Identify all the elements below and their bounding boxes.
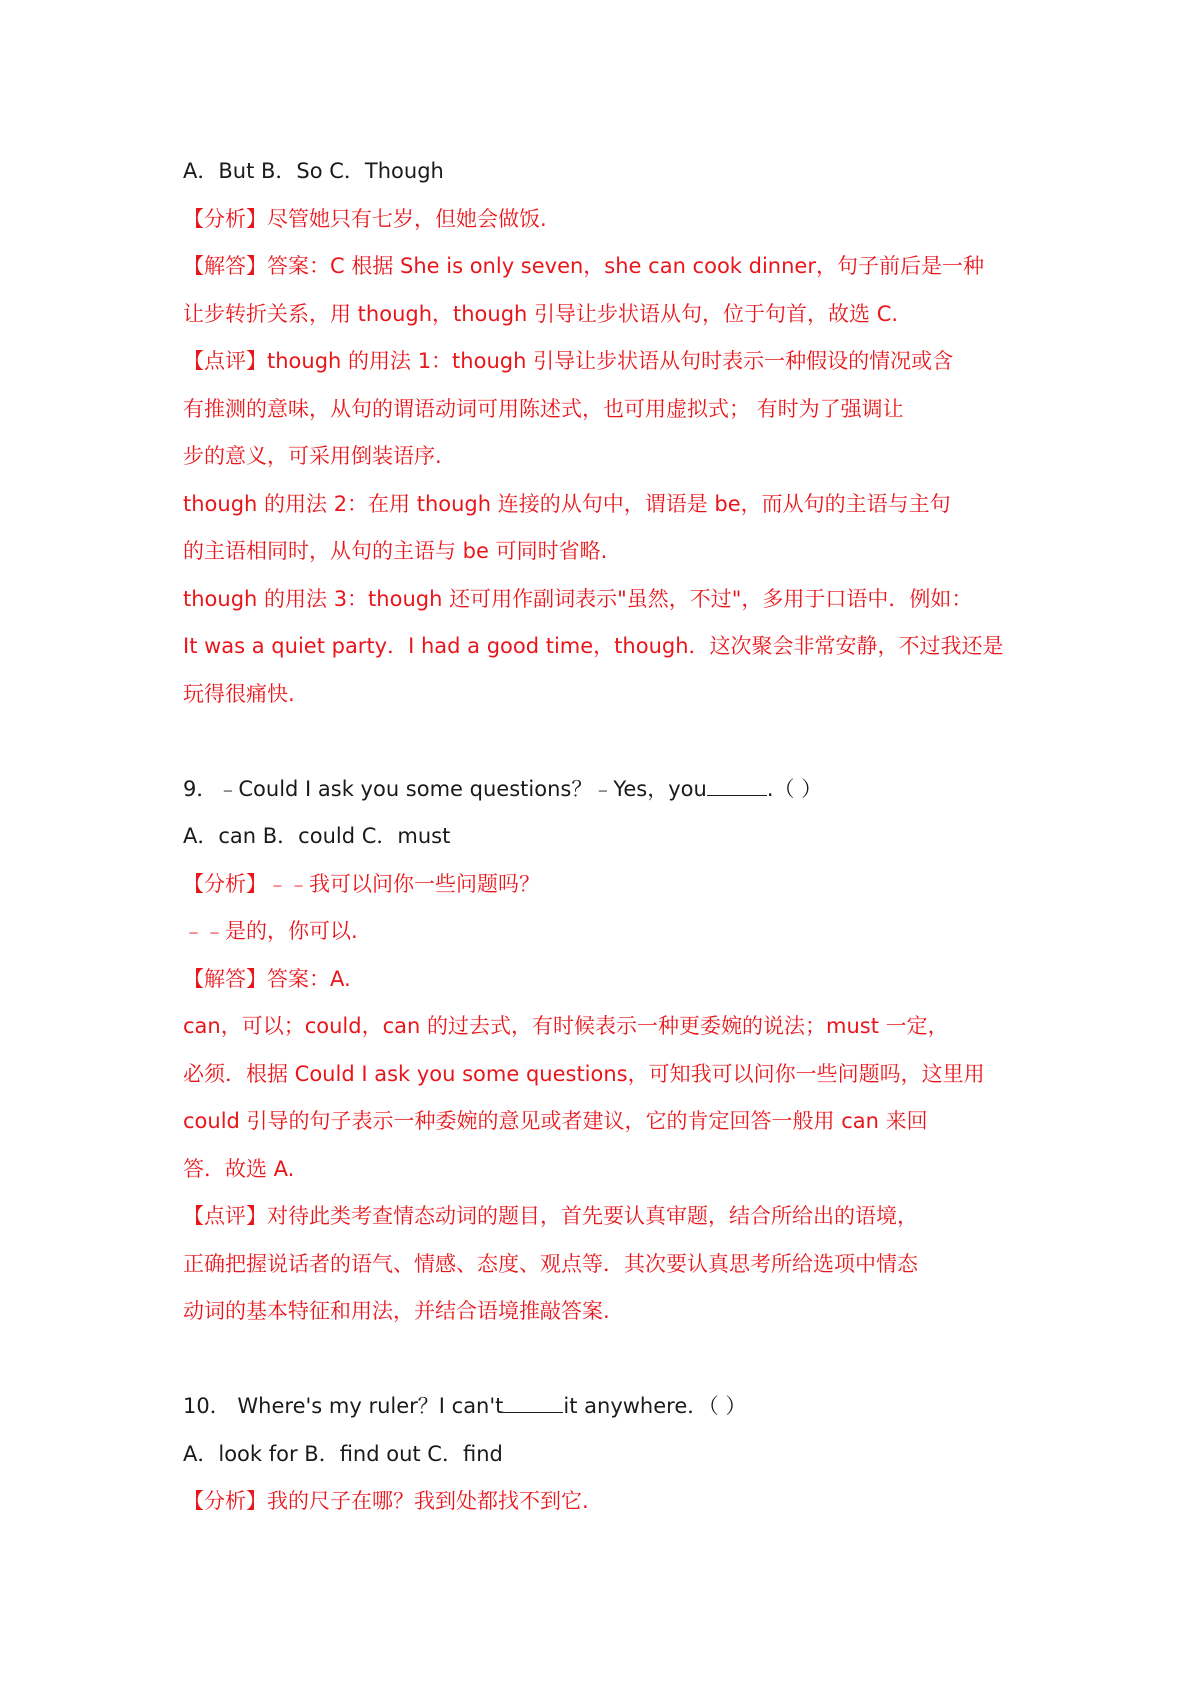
analysis-line: 【分析】﹣﹣我可以问你一些问题吗？ (183, 871, 540, 896)
analysis-line: 玩得很痛快. (183, 681, 295, 706)
question-line (183, 766, 1025, 814)
analysis-line: 【分析】我的尺子在哪？我到处都找不到它. (183, 1489, 589, 1513)
answer-blank (707, 794, 767, 796)
analysis-line: 答．故选 A. (183, 1156, 295, 1181)
analysis-line: 【解答】答案：C 根据 She is only seven，she can cook dinner，句子前后是一种 (183, 254, 984, 278)
analysis-line: though 的用法 2：在用 though 连接的从句中，谓语是 be，而从句的主语与主句 (183, 491, 951, 516)
analysis-line: could 引导的句子表示一种委婉的意见或者建议，它的肯定回答一般用 can 来回 (183, 1109, 928, 1133)
analysis-line: though 的用法 3：though 还可用作副词表示"虽然，不过"，多用于口语中．例如： (183, 586, 973, 611)
question-number: 10． (183, 1394, 231, 1418)
analysis-line: 必须．根据 Could I ask you some questions，可知我可以问你一些问题吗，这里用 (183, 1061, 985, 1086)
question-text: Where's my ruler？I can't (230, 1394, 504, 1418)
question-text-end: .（ ） (766, 776, 823, 801)
analysis-line: 让步转折关系，用 though，though 引导让步状语从句，位于句首，故选 C. (183, 301, 899, 326)
analysis-line: 动词的基本特征和用法，并结合语境推敲答案. (183, 1299, 610, 1323)
analysis-line: 【点评】though 的用法 1：though 引导让步状语从句时表示一种假设的情况或含 (183, 349, 954, 373)
analysis-line: 【分析】尽管她只有七岁，但她会做饭. (183, 206, 547, 231)
analysis-line: 的主语相同时，从句的主语与 be 可同时省略. (183, 539, 608, 563)
question-number: 9． (183, 776, 218, 801)
answer-options: A．look for B．find out C．find (183, 1441, 503, 1466)
analysis-line: ﹣﹣是的，你可以. (183, 919, 358, 943)
analysis-line: 步的意义，可采用倒装语序. (183, 444, 442, 468)
question-line (183, 1383, 1025, 1431)
analysis-line: 【解答】答案：A. (183, 966, 351, 991)
document-page (183, 148, 1025, 1526)
question-text-end: it anywhere．（ ） (563, 1394, 747, 1418)
analysis-line: 【点评】对待此类考查情态动词的题目，首先要认真审题，结合所给出的语境， (183, 1204, 918, 1228)
answer-options: A．But B．So C．Though (183, 159, 444, 183)
paragraph-gap (183, 1336, 1025, 1384)
analysis-line: 正确把握说话者的语气、情感、态度、观点等．其次要认真思考所给选项中情态 (183, 1251, 918, 1276)
answer-blank (503, 1411, 563, 1413)
paragraph-gap (183, 718, 1025, 766)
question-text: ﹣Could I ask you some questions？﹣Yes，you (217, 776, 707, 801)
analysis-line: 有推测的意味，从句的谓语动词可用陈述式，也可用虚拟式； 有时为了强调让 (183, 396, 904, 421)
analysis-line: It was a quiet party．I had a good time，though．这次聚会非常安静，不过我还是 (183, 634, 1004, 658)
answer-options: A．can B．could C．must (183, 824, 451, 848)
analysis-line: can，可以；could，can 的过去式，有时候表示一种更委婉的说法；must 一定， (183, 1014, 949, 1038)
